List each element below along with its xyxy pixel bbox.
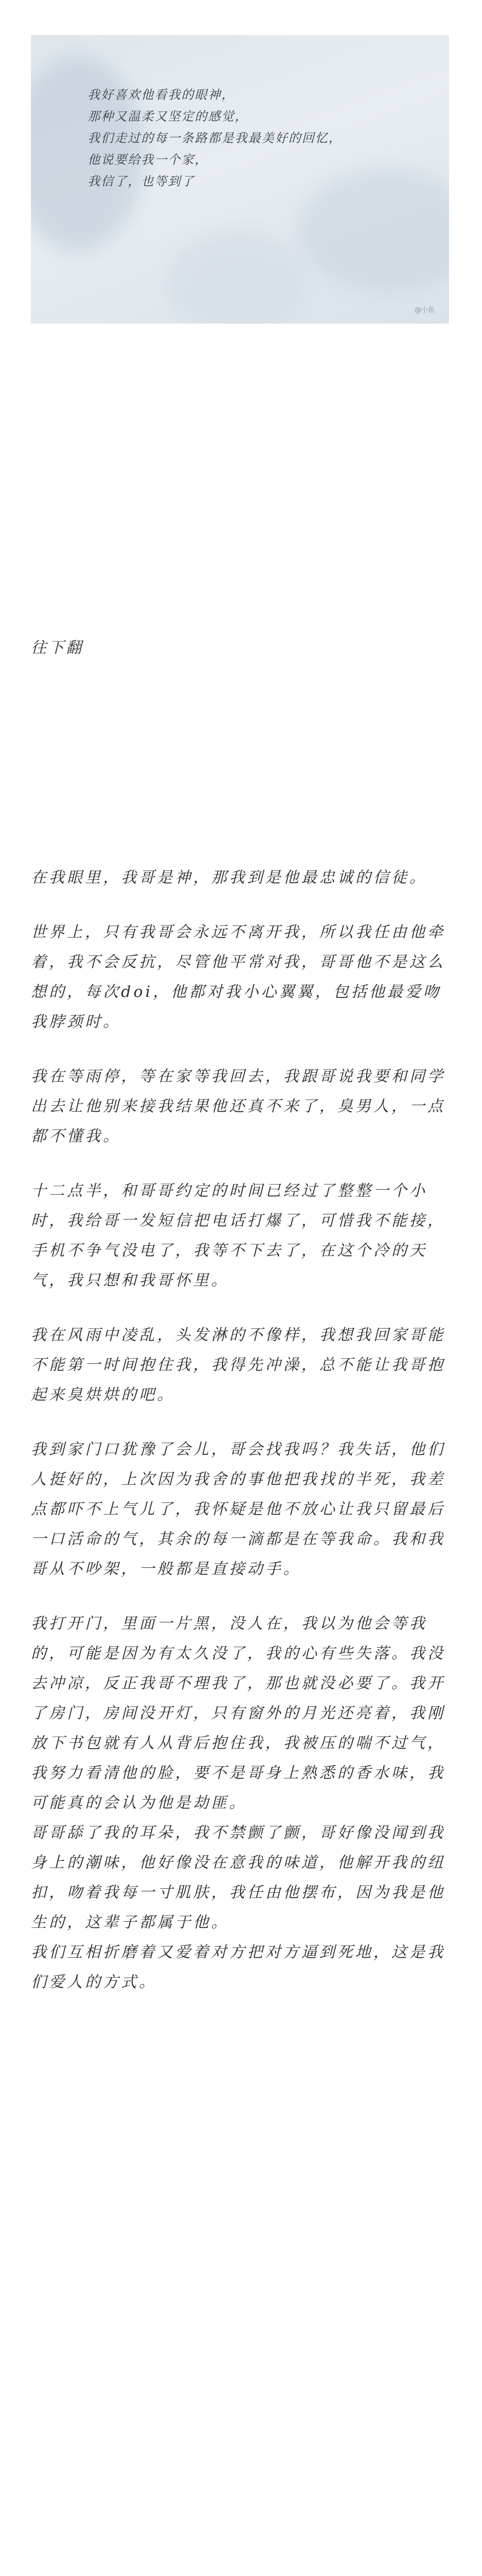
paragraph: 我打开门，里面一片黑，没人在，我以为他会等我的，可能是因为有太久没了，我的心有些失落。我没去冲凉，反正我哥不理我了，那也就没必要了。我开了房门，房间没开灯，只有窗外的月光还亮着，我刚放下书包就有人从背后抱住我，我被压的喘不过气，我努力看清他的脸，要不是哥身上熟悉的香水味，我可能真的会认为他是劫匪。 — [31, 1615, 445, 1812]
paragraph: 世界上，只有我哥会永远不离开我，所以我任由他牵着，我不会反抗，尽管他平常对我，哥哥他不是这么想的，每次doi，他都对我小心翼翼，包括他最爱吻我脖颈时。 — [31, 923, 445, 1031]
paragraph: 哥哥舔了我的耳朵，我不禁颤了颤，哥好像没闻到我身上的潮味，他好像没在意我的味道，他解开我的纽扣，吻着我每一寸肌肤，我任由他摆布，因为我是他生的，这辈子都属于他。 — [31, 1824, 445, 1931]
story-body — [31, 863, 453, 2022]
paragraph: 我到家门口犹豫了会儿，哥会找我吗？我失话，他们人挺好的，上次因为我舍的事他把我找的半死，我差点都吓不上气儿了，我怀疑是他不放心让我只留最后一口活命的气，其余的每一滴都是在等我命。我和我哥从不吵架，一般都是直接动手。 — [31, 1440, 445, 1578]
note-line: 我好喜欢他看我的眼神， — [88, 88, 235, 102]
paragraph: 我在等雨停，等在家等我回去，我跟哥说我要和同学出去让他别来接我结果他还真不来了，臭男人，一点都不懂我。 — [31, 1067, 445, 1145]
paragraph: 我在风雨中凌乱，头发淋的不像样，我想我回家哥能不能第一时间抱住我，我得先冲澡，总不能让我哥抱起来臭烘烘的吧。 — [31, 1326, 445, 1404]
paragraph: 我们互相折磨着又爱着对方把对方逼到死地，这是我们爱人的方式。 — [31, 1943, 445, 1991]
paragraph: 十二点半，和哥哥约定的时间已经过了整整一个小时，我给哥一发短信把电话打爆了，可惜我不能接，手机不争气没电了，我等不下去了，在这个冷的天气，我只想和我哥怀里。 — [31, 1182, 445, 1290]
paragraph: 在我眼里，我哥是神，那我到是他最忠诚的信徒。 — [31, 869, 427, 887]
note-line: 他说要给我一个家， — [88, 152, 208, 167]
note-line: 我信了，也等到了 — [88, 174, 195, 189]
note-line: 那种又温柔又坚定的感觉， — [88, 109, 248, 124]
cover-watermark: @小鱼 — [414, 307, 435, 314]
scroll-down-caption: 往下翻 — [31, 639, 83, 657]
cover-image — [31, 35, 449, 324]
note-line: 我们走过的每一条路都是我最美好的回忆， — [88, 131, 342, 145]
handwritten-note — [88, 84, 428, 192]
ink-wash-bottom — [165, 231, 309, 324]
